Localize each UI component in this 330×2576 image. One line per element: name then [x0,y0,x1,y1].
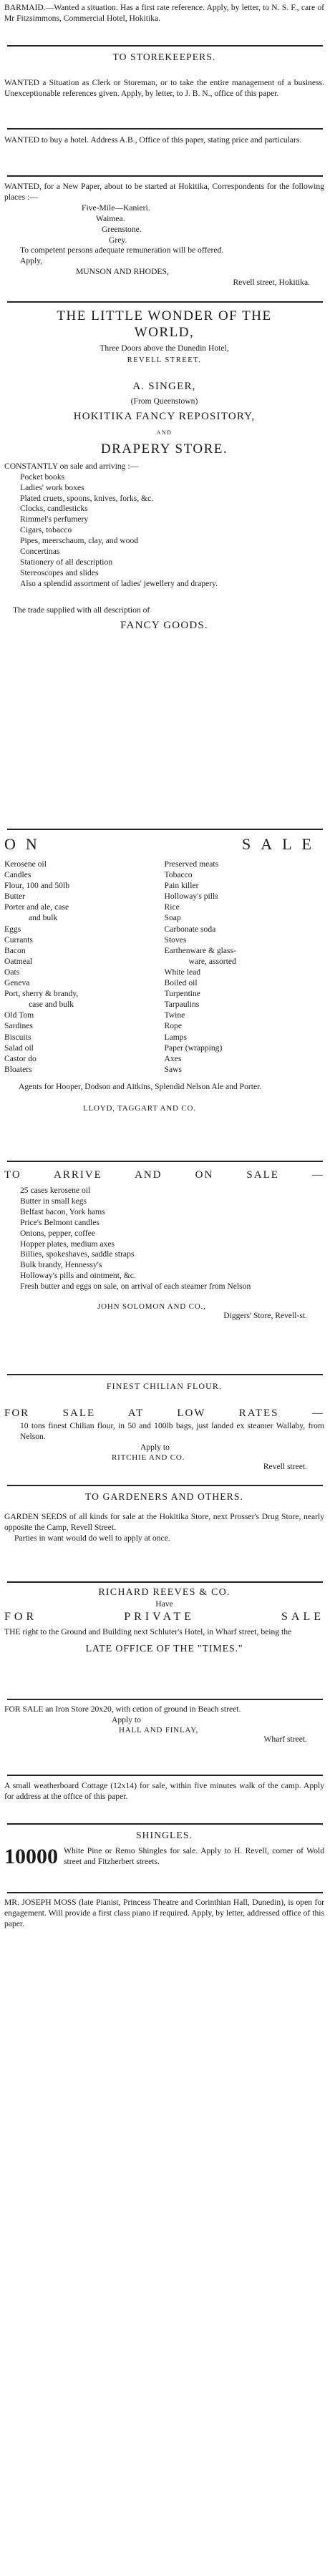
onsale-item: Turpentine [164,989,200,999]
onsale-item: ware, assorted [188,956,236,966]
wonder-item: Clocks, candlesticks [20,504,88,514]
moss-text: MR. JOSEPH MOSS (late Pianist, Princess Theatre and Corinthian Hall, Dunedin), is open for engagement. Will provide a first class piano if required. Apply, by letter, addressed office of this paper. [4,1898,324,1928]
storekeepers-ad [4,51,324,99]
arrive-item: Billies, spokeshaves, saddle straps [20,1249,135,1259]
wonder-item: Also a splendid assortment of ladies' jewellery and drapery. [20,578,218,588]
hotel-text: WANTED to buy a hotel. Address A.B., Office of this paper, stating price and particulars. [4,135,302,145]
onsale-item: Currants [4,935,33,945]
divider [7,301,323,303]
onsale-signature: LLOYD, TAGGART AND CO. [83,1103,196,1113]
reeves-sale: FOR PRIVATE SALE [4,1610,324,1623]
wonder-item: Pipes, meerschaum, clay, and wood [20,536,139,546]
onsale-columns [4,859,324,1075]
gardeners-heading: TO GARDENERS AND OTHERS. [84,1491,243,1502]
onsale-item: Butter [4,892,25,902]
wonder-street: REVELL STREET. [127,356,202,364]
newspaper-remuneration: To competent persons adequate remuneration will be offered. [20,245,224,255]
onsale-item: Axes [164,1053,182,1063]
onsale-item: Carbonate soda [164,924,216,934]
onsale-item: Lamps [164,1032,188,1042]
flour-heading: FINEST CHILIAN FLOUR. [106,1381,223,1391]
onsale-item: Salad oil [4,1043,34,1053]
divider [7,1892,323,1893]
onsale-item: Boiled oil [164,978,198,988]
wonder-item: Rimmel's perfumery [20,514,89,525]
arrive-intro: TO ARRIVE AND ON SALE — [4,1169,324,1181]
reeves-ad [4,1586,324,1656]
onsale-item: Flour, 100 and 50lb [4,881,69,891]
ironstore-text: FOR SALE an Iron Store 20x20, with cetion of ground in Beach street. [4,1704,241,1714]
wonder-heading: THE LITTLE WONDER OF THE [57,308,272,323]
divider [7,1485,323,1486]
cottage-text: A small weatherboard Cottage (12x14) for sale, within five minutes walk of the camp. Apply for address at the office of this paper. [4,1781,324,1801]
divider [7,1374,323,1375]
arrive-item: Holloway's pills and ointment, &c. [20,1271,136,1281]
reeves-office: LATE OFFICE OF THE "TIMES." [85,1643,243,1654]
onsale-item: Pain killer [164,881,199,891]
onsale-item: Biscuits [4,1032,31,1042]
flour-address: Revell street. [263,1461,307,1471]
onsale-item: Port, sherry & brandy, [4,989,79,999]
arrive-item: Onions, pepper, coffee [20,1228,95,1238]
arrive-item: Belfast bacon, York hams [20,1206,105,1216]
arrive-address: Diggers' Store, Revell-st. [223,1311,307,1321]
storekeepers-heading: TO STOREKEEPERS. [112,52,216,62]
onsale-item: Kerosene oil [4,859,47,869]
newspaper-signature: MUNSON AND RHODES, [76,267,169,277]
wonder-repository: HOKITIKA FANCY REPOSITORY, [73,410,256,422]
onsale-ad [4,834,324,1113]
flour-apply: Apply to [140,1442,170,1452]
wonder-ad [4,308,324,633]
onsale-heading: ON SALE [4,835,321,853]
shingles-text: White Pine or Remo Shingles for sale. Apply to H. Revell, corner of Wold street and Fitzherbert streets. [64,1846,324,1866]
onsale-item: Saws [164,1064,182,1074]
onsale-item: Oatmeal [4,956,33,966]
newspaper-address: Revell street, Hokitika. [233,278,310,288]
newspaper-apply: Apply, [20,256,43,266]
arrive-ad [4,1167,324,1322]
flour-intro: FOR SALE AT LOW RATES — [4,1407,324,1419]
divider [7,175,323,177]
onsale-item: Tarpaulins [164,1000,200,1010]
onsale-agents: Agents for Hooper, Dodson and Aitkins, Splendid Nelson Ale and Porter. [19,1081,262,1091]
onsale-item: Bacon [4,945,26,955]
onsale-item: Tobacco [164,870,193,880]
arrive-item: 25 cases kerosene oil [20,1186,91,1195]
flour-ad [4,1380,324,1473]
wonder-drapery: DRAPERY STORE. [100,441,228,457]
ironstore-signature: HALL AND FINLAY, [119,1725,199,1735]
onsale-right-column [165,859,325,1075]
arrive-item: Price's Belmont candles [20,1217,100,1227]
divider [7,1161,323,1162]
onsale-item: Old Tom [4,1010,34,1020]
flour-signature: RITCHIE AND CO. [112,1453,185,1462]
divider [7,1823,323,1825]
wonder-location: Three Doors above the Dunedin Hotel, [100,343,229,353]
arrive-item: Bulk brandy, Hennessy's [20,1260,102,1270]
onsale-item: Sardines [4,1021,33,1031]
divider [7,829,323,830]
arrive-item: Butter in small kegs [20,1196,87,1206]
onsale-item: Oats [4,967,20,977]
newspaper-place: Waimea. [96,213,125,223]
gardeners-ad [4,1491,324,1544]
divider [7,1699,323,1700]
wonder-heading-2: WORLD, [134,325,195,340]
onsale-item: Castor do [4,1053,37,1063]
wonder-item: Stereoscopes and slides [20,567,99,577]
onsale-left-column [4,859,165,1075]
gardeners-text: GARDEN SEEDS of all kinds for sale at the Hokitika Store, next Prosser's Drug Store, nearly opposite the Camp, Revell Street. [4,1512,324,1532]
onsale-item: and bulk [29,913,58,923]
onsale-item: Rope [164,1021,182,1031]
wonder-item: Cigars, tobacco [20,525,72,535]
ironstore-apply: Apply to [112,1714,141,1724]
onsale-item: case and bulk [29,1000,74,1010]
newspaper-place: Grey. [109,235,127,245]
flour-text: 10 tons finest Chilian flour, in 50 and 100lb bags, just landed ex steamer Wallaby, from Nelson. [20,1421,324,1441]
onsale-item: Geneva [4,978,30,988]
cottage-ad [4,1781,324,1802]
arrive-item: Fresh butter and eggs on sale, on arrival of each steamer from Nelson [20,1282,251,1292]
reeves-have: Have [155,1599,173,1609]
newspaper-intro: WANTED, for a New Paper, about to be started at Hokitika, Correspondents for the following places :— [4,182,324,202]
arrive-item: Hopper plates, medium axes [20,1239,115,1249]
shingles-ad [4,1829,324,1868]
wonder-item: Plated cruets, spoons, knives, forks, &c. [20,493,154,503]
newspaper-place: Greenstone. [102,224,142,234]
onsale-item: Stoves [164,935,187,945]
storekeepers-text: WANTED a Situation as Clerk or Storeman, or to take the entire management of a business. Unexceptionable references given. Apply, by letter, to J. B. N., office of this paper. [4,78,324,98]
hotel-ad [4,135,324,146]
wonder-intro: CONSTANTLY on sale and arriving :— [4,461,139,471]
wonder-from: (From Queenstown) [130,396,198,406]
barmaid-ad [4,3,324,24]
divider [7,45,323,47]
arrive-signature: JOHN SOLOMON AND CO., [97,1302,206,1312]
wonder-item: Concertinas [20,547,60,557]
reeves-name: RICHARD REEVES & CO. [98,1587,230,1598]
barmaid-text: BARMAID.—Wanted a situation. Has a first rate reference. Apply, by letter, to N. S. F., care of Mr Fitzsimmons, Commercial Hotel, Hokitika. [4,3,324,23]
onsale-item: Rice [164,902,180,912]
gardeners-note: Parties in want would do well to apply at once. [14,1533,170,1543]
onsale-item: Twine [164,1010,185,1020]
ironstore-ad [4,1704,324,1745]
divider [7,1775,323,1776]
divider [7,128,323,130]
divider [7,1581,323,1583]
wonder-trade: The trade supplied with all description of [13,605,150,615]
wonder-fancy-goods: FANCY GOODS. [120,619,208,631]
shingles-heading: SHINGLES. [135,1830,193,1840]
onsale-item: White lead [164,967,201,977]
onsale-item: Holloway's pills [164,892,218,902]
newspaper-ad [4,182,324,288]
wonder-and: AND [156,429,173,436]
newspaper-place: Five-Mile—Kanieri. [82,203,150,213]
shingles-number: 10000 [4,1845,58,1868]
moss-ad [4,1898,324,1930]
onsale-item: Porter and ale, case [4,902,69,912]
reeves-text: THE right to the Ground and Building next Schluter's Hotel, in Wharf street, being the [4,1626,292,1636]
onsale-item: Bloaters [4,1064,32,1074]
wonder-item: Stationery of all description [20,557,113,567]
wonder-name: A. SINGER, [132,380,196,392]
ironstore-address: Wharf street. [263,1734,307,1744]
onsale-item: Preserved meats [164,859,219,869]
wonder-item: Ladies' work boxes [20,482,84,492]
onsale-item: Paper (wrapping) [164,1043,223,1053]
wonder-item: Pocket books [20,472,65,482]
onsale-item: Soap [164,913,181,923]
onsale-item: Eggs [4,924,21,934]
onsale-item: Earthenware & glass- [164,945,236,955]
onsale-item: Candles [4,870,31,880]
